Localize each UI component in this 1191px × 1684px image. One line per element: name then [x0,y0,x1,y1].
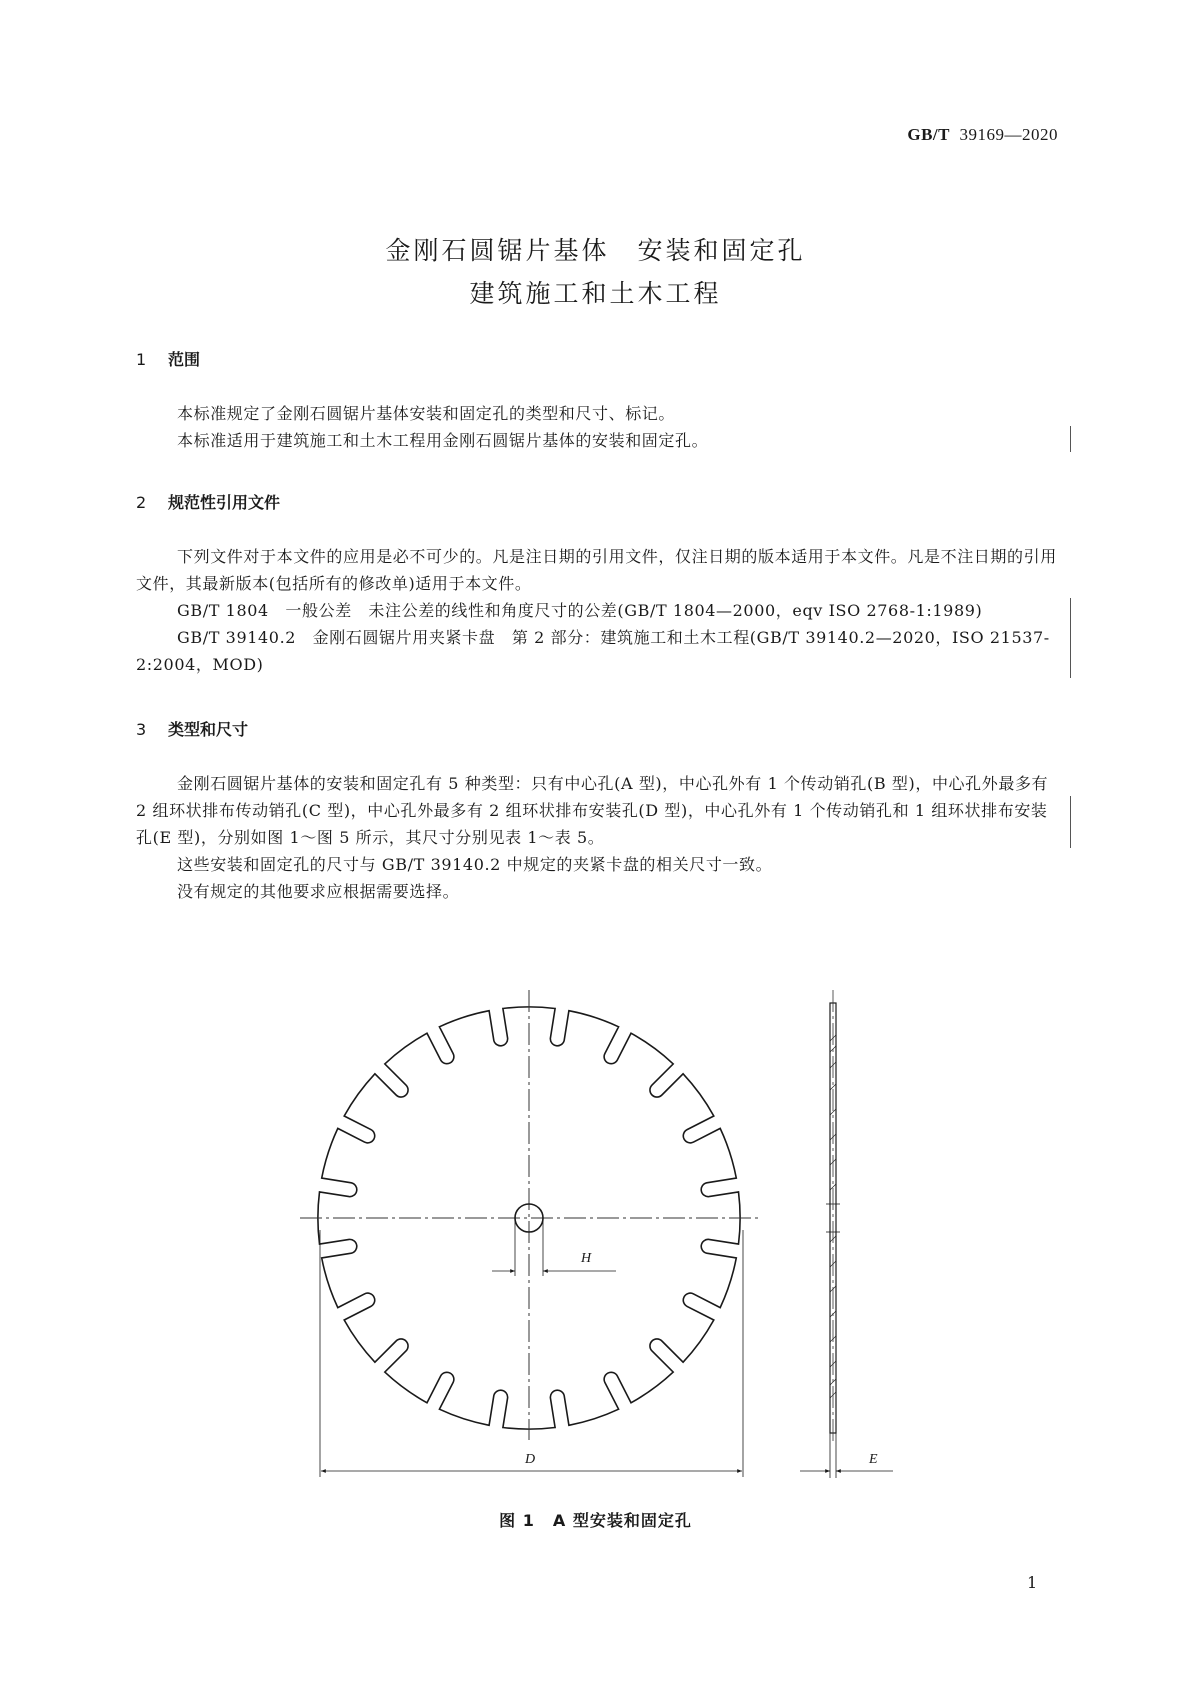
paragraph: 下列文件对于本文件的应用是必不可少的。凡是注日期的引用文件，仅注日期的版本适用于本文件。凡是不注日期的引用文件，其最新版本(包括所有的修改单)适用于本文件。 [136,547,1057,593]
section-title: 类型和尺寸 [168,720,249,739]
dimension-label-h: H [581,1251,592,1266]
normative-reference: GB/T 39140.2 金刚石圆锯片用夹紧卡盘 第 2 部分：建筑施工和土木工程(GB/T 39140.2—2020，ISO 21537-2:2004，MOD) [136,628,1050,674]
dimension-label-d: D [525,1452,536,1467]
page-number: 1 [1027,1573,1038,1592]
section-title: 范围 [168,350,201,369]
section-number: 1 [136,350,147,369]
standard-prefix: GB/T [907,125,950,144]
paragraph: 本标准规定了金刚石圆锯片基体安装和固定孔的类型和尺寸、标记。 [177,404,676,423]
document-title-line2: 建筑施工和土木工程 [469,279,722,308]
section-number: 2 [136,493,147,512]
dimension-label-e: E [869,1452,878,1467]
paragraph: 没有规定的其他要求应根据需要选择。 [177,882,460,901]
paragraph: 这些安装和固定孔的尺寸与 GB/T 39140.2 中规定的夹紧卡盘的相关尺寸一致。 [177,855,773,874]
figure-number: 图 1 [499,1511,535,1530]
document-title-line1: 金刚石圆锯片基体 安装和固定孔 [385,236,806,265]
figure-title: A 型安装和固定孔 [552,1511,692,1530]
standard-code: 39169—2020 [959,125,1058,144]
normative-reference: GB/T 1804 一般公差 未注公差的线性和角度尺寸的公差(GB/T 1804—2000，eqv ISO 2768-1:1989) [177,601,983,620]
figure-1-caption [0,1508,1191,1531]
section-title: 规范性引用文件 [168,493,281,512]
paragraph: 本标准适用于建筑施工和土木工程用金刚石圆锯片基体的安装和固定孔。 [177,431,709,450]
paragraph: 金刚石圆锯片基体的安装和固定孔有 5 种类型：只有中心孔(A 型)，中心孔外有 1 个传动销孔(B 型)，中心孔外最多有 2 组环状排布传动销孔(C 型)，中心孔外最多有 2 组环状排布安装孔(D 型)，中心孔外有 1 个传动销孔和 1 组环状排布安装孔(E 型)，分别如图 1～图 5 所示，其尺寸分别见表 1～表 5。 [136,774,1049,847]
section-number: 3 [136,720,147,739]
